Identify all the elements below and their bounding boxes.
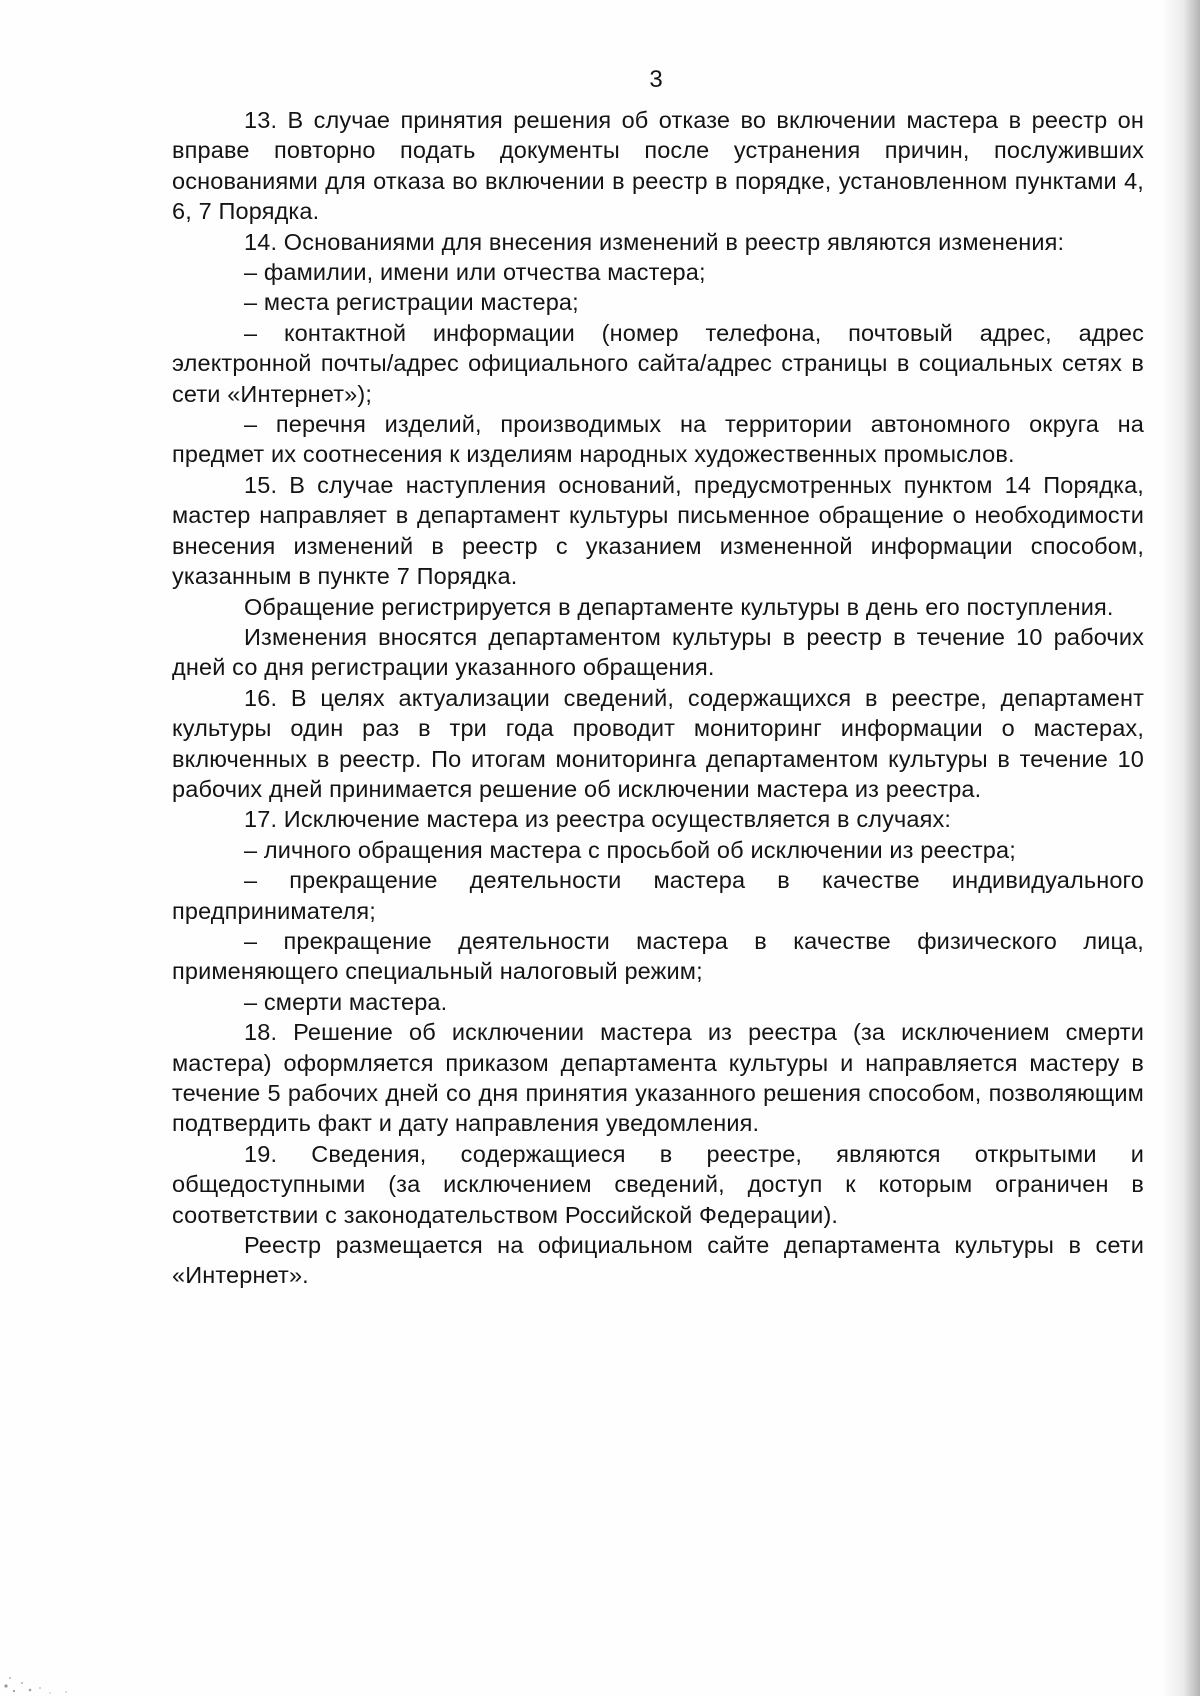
page-number: 3 (649, 66, 663, 93)
paragraph-13: 13. В случае принятия решения об отказе во включении мастера в реестр он вправе повторно подать документы после устранения причин, послуживших основаниями для отказа во включении в реестр в порядке, установленном пунктами 4, 6, 7 Порядка. (172, 107, 1144, 225)
paragraph-15: 15. В случае наступления оснований, предусмотренных пунктом 14 Порядка, мастер направляет в департамент культуры письменное обращение о необходимости внесения изменений в реестр с указанием измененной информации способом, указанным в пункте 7 Порядка. (172, 471, 1144, 590)
paragraph-15-changes: Изменения вносятся департаментом культуры в реестр в течение 10 рабочих дней со дня регистрации указанного обращения. (172, 623, 1144, 681)
paragraph-16: 16. В целях актуализации сведений, содержащихся в реестре, департамент культуры один раз в три года проводит мониторинг информации о мастерах, включенных в реестр. По итогам мониторинга департаментом культуры в течение 10 рабочих дней принимается решение об исключении мастера из реестра. (172, 684, 1144, 802)
paragraph-19-publication: Реестр размещается на официальном сайте департамента культуры в сети «Интернет». (172, 1232, 1144, 1289)
list-item-personal-request: – личного обращения мастера с просьбой об исключении из реестра; (244, 836, 1016, 863)
list-item-products: – перечня изделий, производимых на территории автономного округа на предмет их соотнесения к изделиям народных художественных промыслов. (172, 411, 1144, 468)
list-item-registration: – места регистрации мастера; (244, 289, 579, 316)
list-item-entrepreneur: – прекращение деятельности мастера в качестве индивидуального предпринимателя; (172, 867, 1144, 924)
paragraph-15-registration: Обращение регистрируется в департаменте культуры в день его поступления. (244, 593, 1114, 620)
paragraph-17: 17. Исключение мастера из реестра осуществляется в случаях: (244, 806, 952, 833)
scan-noise (0, 1636, 120, 1696)
list-item-death: – смерти мастера. (244, 988, 448, 1015)
list-item-fio: – фамилии, имени или отчества мастера; (244, 259, 706, 286)
list-item-self-employed: – прекращение деятельности мастера в качестве физического лица, применяющего специальный налоговый режим; (172, 927, 1144, 985)
paragraph-18: 18. Решение об исключении мастера из реестра (за исключением смерти мастера) оформляется приказом департамента культуры и направляется мастеру в течение 5 рабочих дней со дня принятия указанного решения способом, позволяющим подтвердить факт и дату направления уведомления. (172, 1019, 1144, 1137)
document-body (172, 105, 1144, 1291)
scan-edge-shadow (1162, 0, 1200, 1696)
paragraph-14: 14. Основаниями для внесения изменений в реестр являются изменения: (244, 228, 1065, 255)
list-item-contacts: – контактной информации (номер телефона, почтовый адрес, адрес электронной почты/адрес официального сайта/адрес страницы в социальных сетях в сети «Интернет»); (172, 319, 1144, 407)
paragraph-19: 19. Сведения, содержащиеся в реестре, являются открытыми и общедоступными (за исключением сведений, доступ к которым ограничен в соответствии с законодательством Российской Федерации). (172, 1140, 1144, 1228)
